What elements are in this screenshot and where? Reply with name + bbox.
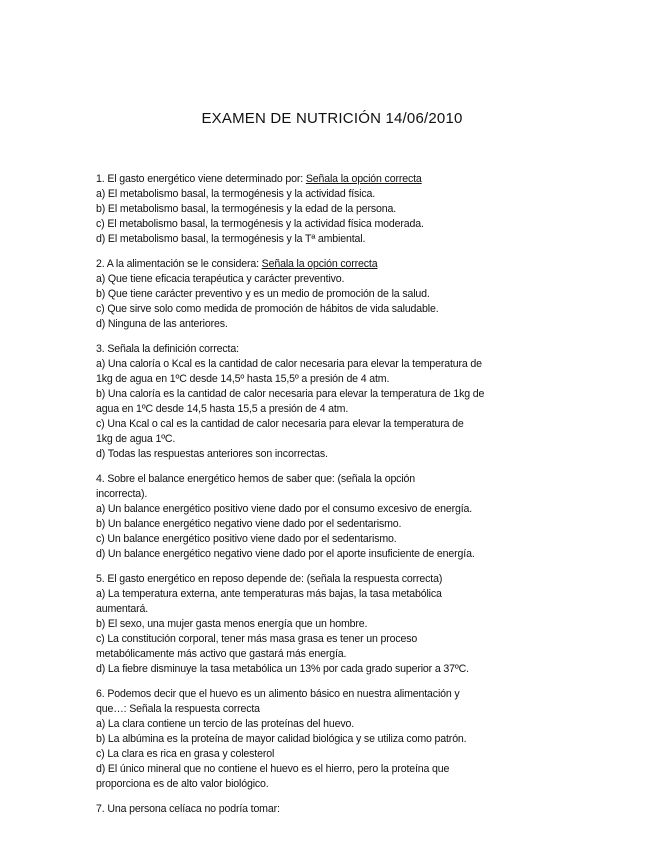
question-3-option-a-line-1: a) Una caloría o Kcal es la cantidad de calor necesaria para elevar la temperatura de xyxy=(96,358,482,370)
question-1-stem xyxy=(96,172,568,187)
question-1-option-c: c) El metabolismo basal, la termogénesis y la actividad física moderada. xyxy=(96,218,424,230)
question-2-instruction: Señala la opción correcta xyxy=(261,258,378,270)
question-5-stem: 5. El gasto energético en reposo depende de: (señala la respuesta correcta) xyxy=(96,573,443,585)
question-1-text: 1. El gasto energético viene determinado por: xyxy=(96,173,306,185)
question-1-option-a: a) El metabolismo basal, la termogénesis y la actividad física. xyxy=(96,188,376,200)
question-4-option-a: a) Un balance energético positivo viene dado por el consumo excesivo de energía. xyxy=(96,503,473,515)
question-5-option-a-line-1: a) La temperatura externa, ante temperaturas más bajas, la tasa metabólica xyxy=(96,588,442,600)
question-3 xyxy=(96,342,568,462)
question-6-option-b: b) La albúmina es la proteína de mayor calidad biológica y se utiliza como patrón. xyxy=(96,733,467,745)
question-3-option-a-line-2: 1kg de agua en 1ºC desde 14,5º hasta 15,5º a presión de 4 atm. xyxy=(96,373,390,385)
question-6-option-d-line-2: proporciona es de alto valor biológico. xyxy=(96,778,269,790)
question-3-option-c-line-2: 1kg de agua 1ºC. xyxy=(96,433,176,445)
question-4 xyxy=(96,472,568,562)
question-2-option-d: d) Ninguna de las anteriores. xyxy=(96,318,228,330)
question-6-option-d-line-1: d) El único mineral que no contiene el huevo es el hierro, pero la proteína que xyxy=(96,763,450,775)
question-1-option-b: b) El metabolismo basal, la termogénesis y la edad de la persona. xyxy=(96,203,396,215)
question-2-stem xyxy=(96,257,568,272)
question-5-option-c-line-2: metabólicamente más activo que gastará más energía. xyxy=(96,648,347,660)
question-5-option-c-line-1: c) La constitución corporal, tener más masa grasa es tener un proceso xyxy=(96,633,418,645)
question-7-stem: 7. Una persona celíaca no podría tomar: xyxy=(96,803,280,815)
question-6-option-c: c) La clara es rica en grasa y colesterol xyxy=(96,748,275,760)
question-6-stem-line-2: que…: Señala la respuesta correcta xyxy=(96,703,260,715)
question-3-stem: 3. Señala la definición correcta: xyxy=(96,343,239,355)
question-4-stem-line-1: 4. Sobre el balance energético hemos de saber que: (señala la opción xyxy=(96,473,416,485)
question-5-option-d: d) La fiebre disminuye la tasa metabólica un 13% por cada grado superior a 37ºC. xyxy=(96,663,469,675)
question-4-option-b: b) Un balance energético negativo viene dado por el sedentarismo. xyxy=(96,518,402,530)
question-2-option-b: b) Que tiene carácter preventivo y es un medio de promoción de la salud. xyxy=(96,288,430,300)
question-2-text: 2. A la alimentación se le considera: xyxy=(96,258,262,270)
question-5-option-a-line-2: aumentará. xyxy=(96,603,149,615)
question-2 xyxy=(96,257,568,332)
question-6-option-a: a) La clara contiene un tercio de las proteínas del huevo. xyxy=(96,718,355,730)
question-3-option-c-line-1: c) Una Kcal o cal es la cantidad de calor necesaria para elevar la temperatura de xyxy=(96,418,464,430)
question-7 xyxy=(96,802,568,817)
question-6-stem-line-1: 6. Podemos decir que el huevo es un alimento básico en nuestra alimentación y xyxy=(96,688,460,700)
questions-container xyxy=(96,172,568,817)
question-3-option-d: d) Todas las respuestas anteriores son incorrectas. xyxy=(96,448,328,460)
question-1-instruction: Señala la opción correcta xyxy=(305,173,422,185)
question-2-option-c: c) Que sirve solo como medida de promoción de hábitos de vida saludable. xyxy=(96,303,439,315)
question-4-stem-line-2: incorrecta). xyxy=(96,488,148,500)
question-3-option-b-line-1: b) Una caloría es la cantidad de calor necesaria para elevar la temperatura de 1kg de xyxy=(96,388,485,400)
question-1-option-d: d) El metabolismo basal, la termogénesis y la Tª ambiental. xyxy=(96,233,366,245)
question-3-option-b-line-2: agua en 1ºC desde 14,5 hasta 15,5 a presión de 4 atm. xyxy=(96,403,349,415)
question-5-option-b: b) El sexo, una mujer gasta menos energía que un hombre. xyxy=(96,618,368,630)
question-2-option-a: a) Que tiene eficacia terapéutica y carácter preventivo. xyxy=(96,273,345,285)
question-5 xyxy=(96,572,568,677)
exam-title: EXAMEN DE NUTRICIÓN 14/06/2010 xyxy=(201,110,463,127)
question-4-option-d: d) Un balance energético negativo viene dado por el aporte insuficiente de energía. xyxy=(96,548,475,560)
question-6 xyxy=(96,687,568,792)
question-4-option-c: c) Un balance energético positivo viene dado por el sedentarismo. xyxy=(96,533,397,545)
question-1 xyxy=(96,172,568,247)
